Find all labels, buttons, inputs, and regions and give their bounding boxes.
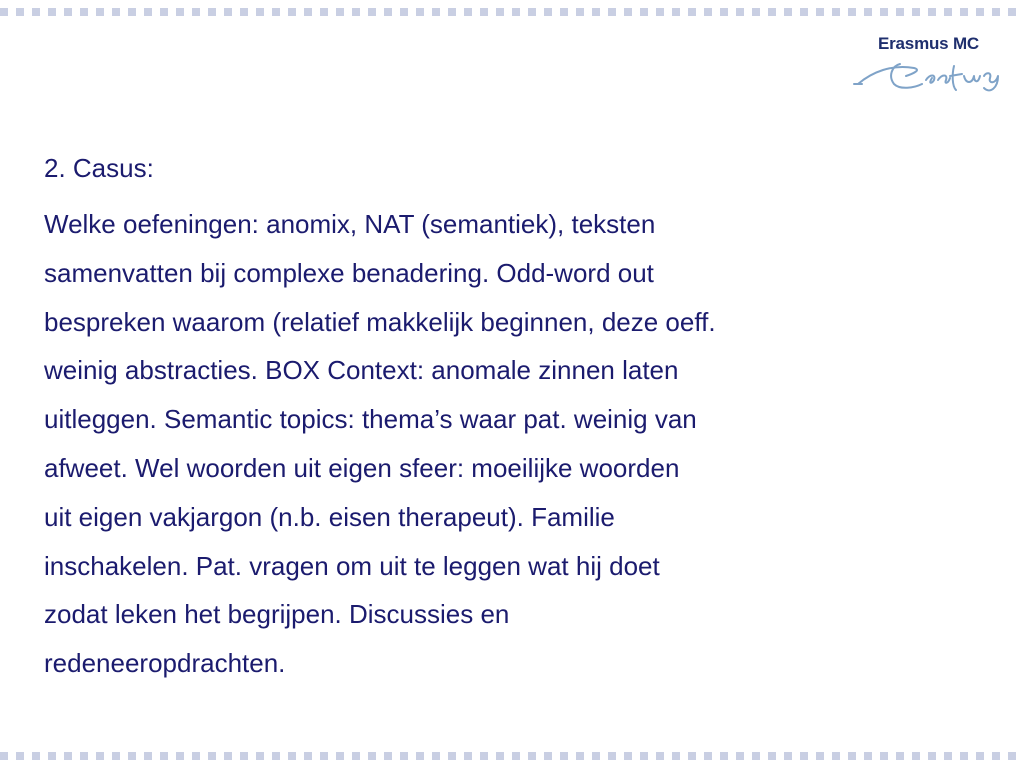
text-line: uitleggen. Semantic topics: thema’s waar pat. weinig van [44,404,697,435]
text-line: samenvatten bij complexe benadering. Odd-word out [44,257,654,288]
slide-heading: 2. Casus: [44,153,154,183]
erasmus-mc-logo [852,34,1002,98]
text-line: weinig abstracties. BOX Context: anomale zinnen laten [44,355,679,386]
text-line: uit eigen vakjargon (n.b. eisen therapeut). Familie [44,501,615,532]
text-line: afweet. Wel woorden uit eigen sfeer: moeilijke woorden [44,452,680,483]
slide-content [44,148,994,688]
text-line: inschakelen. Pat. vragen om uit te leggen wat hij doet [44,550,660,581]
text-line: redeneeropdrachten. [44,648,286,679]
bottom-dashed-border [0,752,1024,760]
text-line: Welke oefeningen: anomix, NAT (semantiek), teksten [44,209,656,239]
slide-paragraph [44,200,994,688]
logo-text: Erasmus MC [878,34,979,53]
text-line: zodat leken het begrijpen. Discussies en [44,599,510,630]
top-dashed-border [0,8,1024,16]
erasmus-signature-icon [852,54,1002,98]
text-line: bespreken waarom (relatief makkelijk beginnen, deze oeff. [44,306,716,337]
